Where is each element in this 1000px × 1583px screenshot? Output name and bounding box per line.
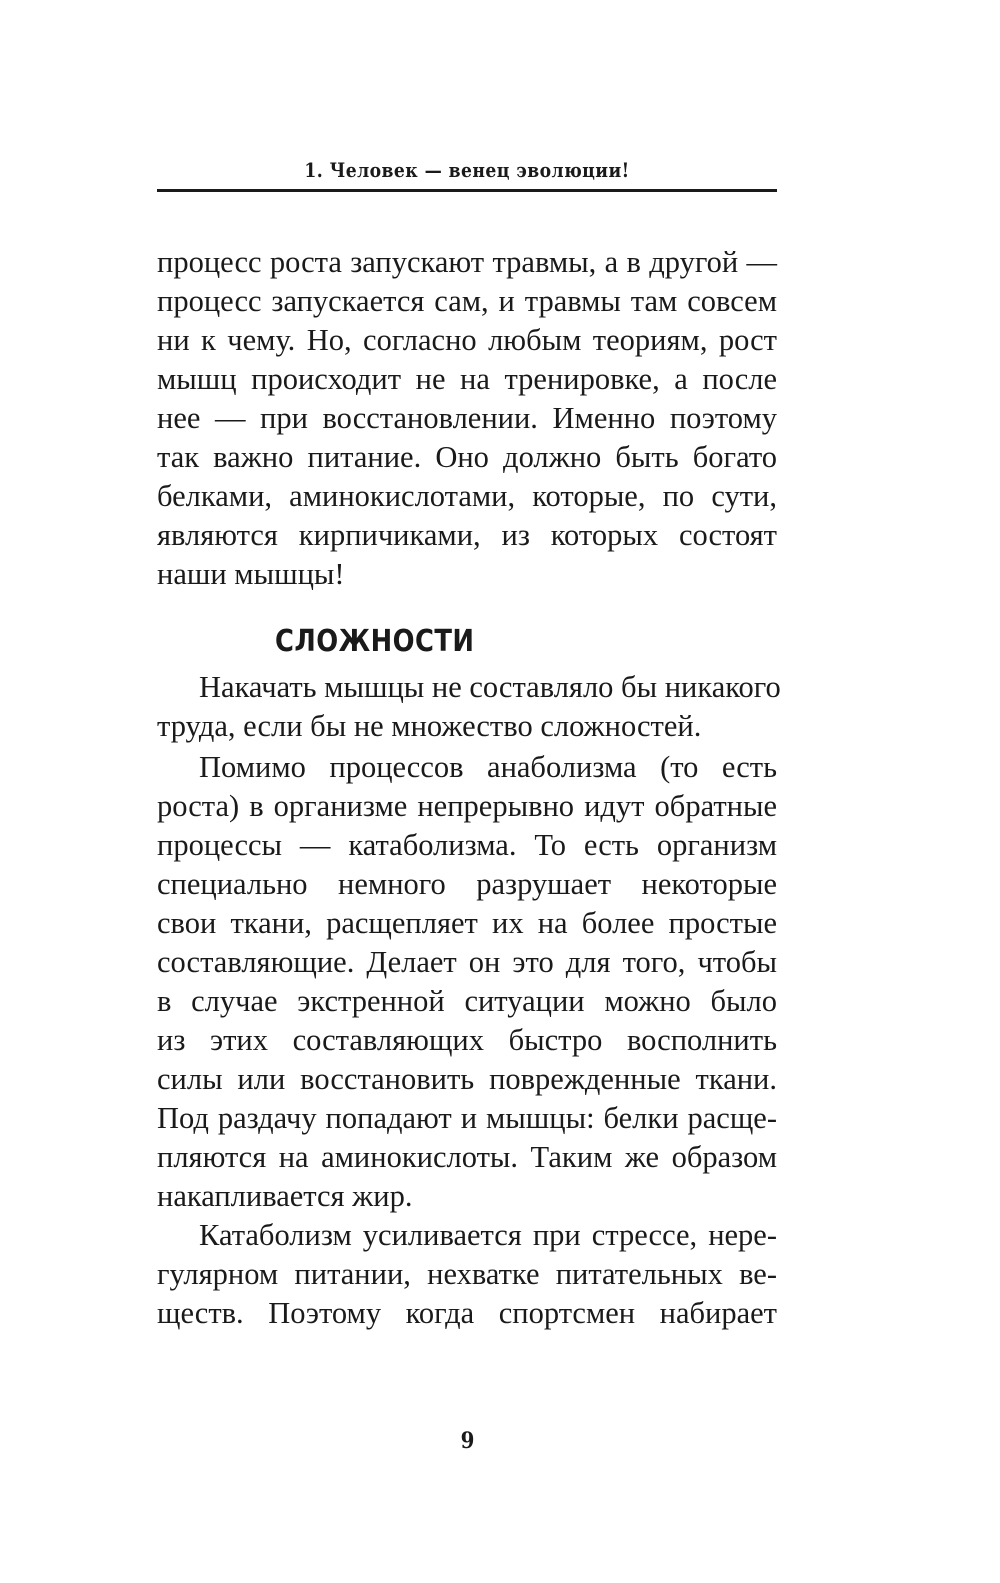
text-line: силы или восстановить поврежденные ткани. bbox=[157, 1062, 777, 1096]
paragraph-4 bbox=[157, 1216, 777, 1333]
text-line: в случае экстренной ситуации можно было bbox=[157, 984, 777, 1018]
text-line: гулярном питании, нехватке питательных ве- bbox=[157, 1257, 777, 1291]
text-line: процессы — катаболизма. То есть организм bbox=[157, 828, 777, 862]
text-line: Под раздачу попадают и мышцы: белки расще- bbox=[157, 1101, 777, 1135]
page-number: 9 bbox=[460, 1428, 475, 1454]
text-line: наши мышцы! bbox=[157, 557, 345, 591]
text-line: ни к чему. Но, согласно любым теориям, рост bbox=[157, 323, 777, 357]
text-line: составляющие. Делает он это для того, чтобы bbox=[157, 945, 777, 979]
text-line: процесс роста запускают травмы, а в другой — bbox=[157, 245, 777, 279]
text-line: труда, если бы не множество сложностей. bbox=[157, 709, 702, 743]
text-line: мышц происходит не на тренировке, а после bbox=[157, 362, 777, 396]
text-line: белками, аминокислотами, которые, по сути, bbox=[157, 479, 777, 513]
text-line: являются кирпичиками, из которых состоят bbox=[157, 518, 777, 552]
text-line: накапливается жир. bbox=[157, 1179, 413, 1213]
text-line: из этих составляющих быстро восполнить bbox=[157, 1023, 777, 1057]
paragraph-3 bbox=[157, 748, 777, 1216]
text-line: Накачать мышцы не составляло бы никакого bbox=[199, 670, 781, 704]
text-line: роста) в организме непрерывно идут обратные bbox=[157, 789, 777, 823]
running-header: 1. Человек — венец эволюции! bbox=[304, 158, 630, 182]
paragraph-2 bbox=[157, 668, 781, 746]
header-rule bbox=[157, 189, 777, 192]
paragraph-1 bbox=[157, 243, 777, 594]
text-line: Помимо процессов анаболизма (то есть bbox=[199, 750, 777, 784]
text-line: Катаболизм усиливается при стрессе, нере- bbox=[199, 1218, 777, 1252]
text-line: так важно питание. Оно должно быть богато bbox=[157, 440, 777, 474]
text-line: пляются на аминокислоты. Таким же образом bbox=[157, 1140, 777, 1174]
section-title: СЛОЖНОСТИ bbox=[275, 624, 475, 659]
text-line: ществ. Поэтому когда спортсмен набирает bbox=[157, 1296, 777, 1330]
text-line: специально немного разрушает некоторые bbox=[157, 867, 777, 901]
text-line: нее — при восстановлении. Именно поэтому bbox=[157, 401, 777, 435]
text-line: свои ткани, расщепляет их на более простые bbox=[157, 906, 777, 940]
text-line: процесс запускается сам, и травмы там совсем bbox=[157, 284, 777, 318]
